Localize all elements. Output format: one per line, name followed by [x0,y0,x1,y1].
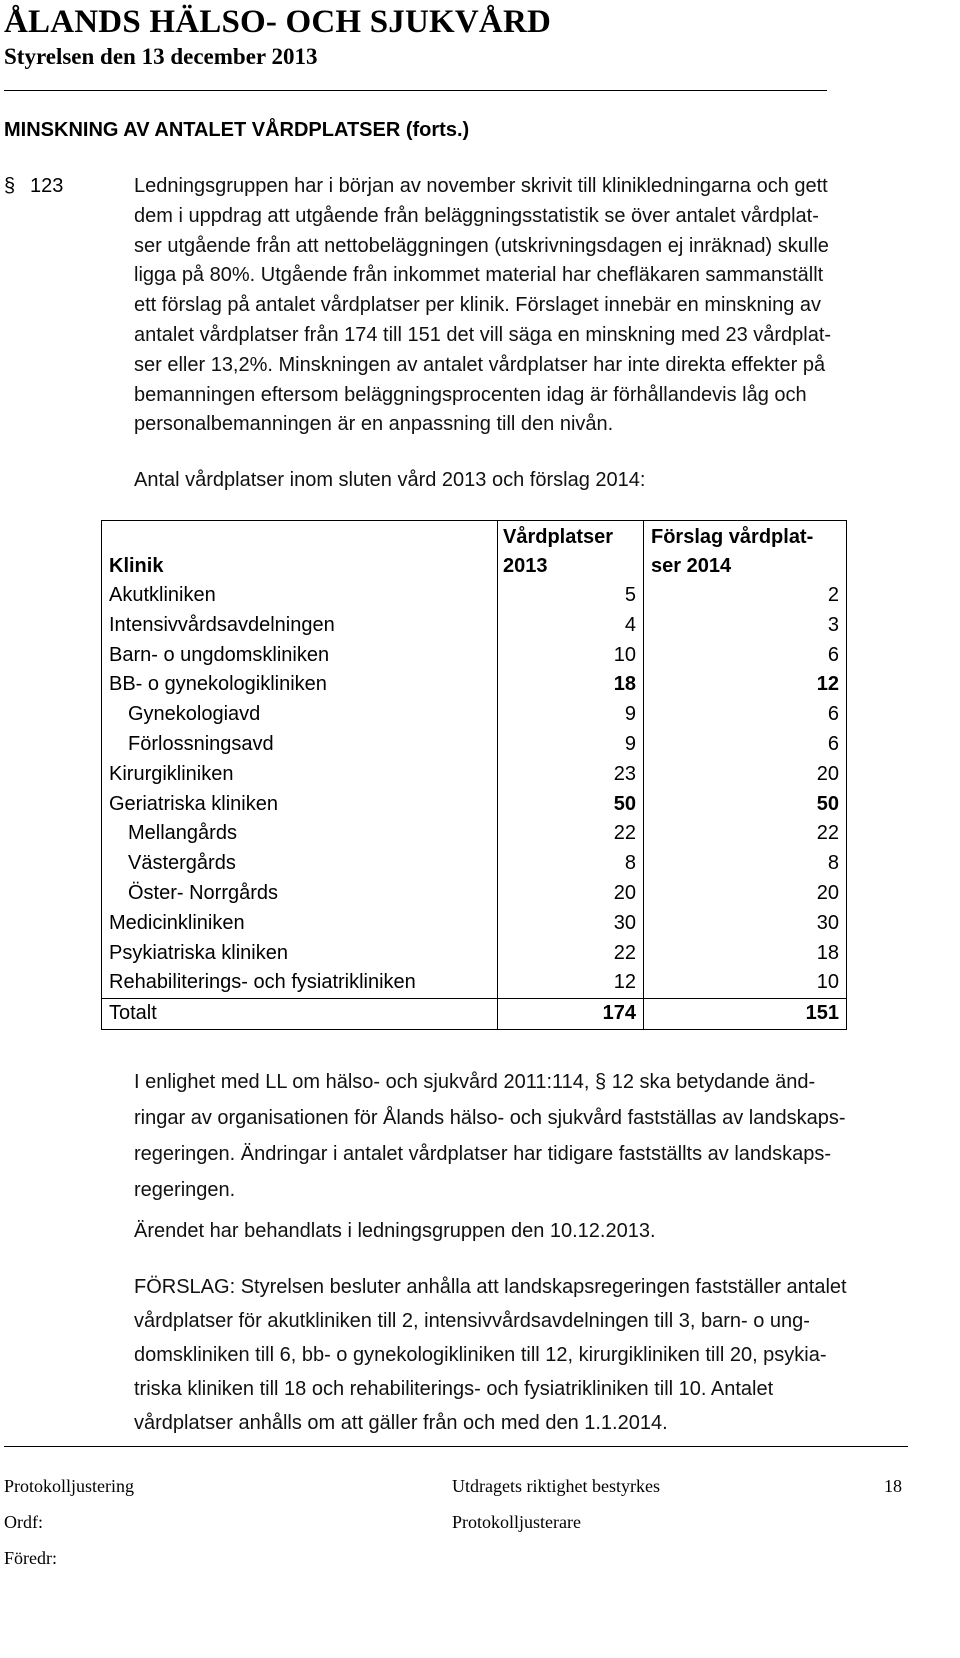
table-row [102,760,847,790]
beds-2014: 30 [644,909,847,939]
beds-2014: 8 [644,849,847,879]
clinic-name: Geriatriska kliniken [102,790,498,820]
header-2014 [644,521,847,582]
clinic-name: Medicinkliniken [102,909,498,939]
meeting-date: Styrelsen den 13 december 2013 [4,44,318,69]
paragraph-line: vårdplatser för akutkliniken till 2, intensivvårdsavdelningen till 3, barn- o ung- [134,1310,810,1332]
footer-ordf: Ordf: [4,1512,43,1532]
clinic-name: Psykiatriska kliniken [102,939,498,969]
beds-2014: 20 [644,760,847,790]
bed-count-table [101,520,847,1030]
header-2013 [498,521,644,582]
total-label: Totalt [102,999,498,1030]
paragraph-line: triska kliniken till 18 och rehabiliterings- och fysiatrikliniken till 10. Antalet [134,1378,774,1400]
footer-rule [4,1446,908,1447]
beds-2014: 18 [644,939,847,969]
paragraph-symbol: § [4,175,16,197]
table-row [102,909,847,939]
clinic-name: Gynekologiavd [102,700,498,730]
table-row [102,730,847,760]
beds-2013: 5 [498,581,644,611]
beds-2013: 8 [498,849,644,879]
paragraph-line: domskliniken till 6, bb- o gynekologikliniken till 12, kirurgikliniken till 20, psykia- [134,1344,827,1366]
beds-2013: 9 [498,730,644,760]
paragraph-line: vårdplatser anhålls om att gäller från och med den 1.1.2014. [134,1412,668,1434]
clinic-name: BB- o gynekologikliniken [102,670,498,700]
beds-2014: 10 [644,968,847,998]
paragraph-line: ser utgående från att nettobeläggningen (utskrivningsdagen ej inräknad) skulle [134,234,829,257]
paragraph-line: I enlighet med LL om hälso- och sjukvård 2011:114, § 12 ska betydande änd- [134,1071,816,1093]
beds-2013: 50 [498,790,644,820]
header-2013-line1: Vårdplatser [503,526,614,548]
clinic-name: Barn- o ungdomskliniken [102,641,498,671]
table-total-row [102,999,847,1030]
paragraph-line: ett förslag på antalet vårdplatser per klinik. Förslaget innebär en minskning av [134,294,822,317]
paragraph-line: dem i uppdrag att utgående från beläggningsstatistik se över antalet vårdplat- [134,204,819,227]
header-rule [4,90,827,91]
beds-2014: 12 [644,670,847,700]
table-row [102,641,847,671]
beds-2013: 30 [498,909,644,939]
organization-title: ÅLANDS HÄLSO- OCH SJUKVÅRD [4,4,552,40]
table-header-row [102,521,847,582]
total-2014: 151 [644,999,847,1030]
footer-justerare: Protokolljusterare [452,1512,581,1532]
beds-2014: 6 [644,700,847,730]
header-2014-line2: ser 2014 [651,555,732,577]
header-2014-line1: Förslag vårdplat- [651,526,814,548]
clinic-name: Förlossningsavd [102,730,498,760]
paragraph-line: regeringen. [134,1179,236,1201]
beds-2014: 20 [644,879,847,909]
paragraph-line: personalbemanningen är en anpassning till den nivån. [134,413,614,436]
clinic-name: Intensivvårdsavdelningen [102,611,498,641]
header-klinik: Klinik [102,521,498,582]
paragraph-line: FÖRSLAG: Styrelsen besluter anhålla att landskapsregeringen fastställer antalet [134,1276,847,1298]
beds-2013: 4 [498,611,644,641]
clinic-name: Mellangårds [102,819,498,849]
clinic-name: Rehabiliterings- och fysiatrikliniken [102,968,498,998]
table-row [102,939,847,969]
beds-2013: 23 [498,760,644,790]
footer-protokolljustering: Protokolljustering [4,1476,134,1496]
footer-certified: Utdragets riktighet bestyrkes [452,1476,660,1496]
beds-2013: 10 [498,641,644,671]
table-row [102,819,847,849]
table-body [102,581,847,999]
table-row [102,879,847,909]
table-row [102,670,847,700]
beds-2014: 6 [644,641,847,671]
paragraph-line: antalet vårdplatser från 174 till 151 det vill säga en minskning med 23 vårdplat- [134,323,832,346]
page-number: 18 [884,1476,902,1496]
beds-2013: 9 [498,700,644,730]
beds-2013: 22 [498,939,644,969]
paragraph-line: ringar av organisationen för Ålands hälso- och sjukvård fastställas av landskaps- [134,1107,846,1129]
beds-2013: 12 [498,968,644,998]
paragraph-line: Ledningsgruppen har i början av november skrivit till klinikledningarna och gett [134,175,828,197]
beds-2014: 3 [644,611,847,641]
proposal-paragraph [134,1270,906,1440]
beds-2013: 20 [498,879,644,909]
beds-2013: 22 [498,819,644,849]
beds-2013: 18 [498,670,644,700]
footer-foredr: Föredr: [4,1548,57,1568]
beds-2014: 22 [644,819,847,849]
table-row [102,968,847,998]
header-2013-line2: 2013 [503,555,548,577]
item-paragraph [134,172,906,440]
paragraph-line: ligga på 80%. Utgående från inkommet material har chefläkaren sammanställt [134,264,824,287]
table-row [102,581,847,611]
clinic-name: Akutkliniken [102,581,498,611]
table-row [102,849,847,879]
paragraph-line: bemanningen eftersom beläggningsprocenten idag är förhållandevis låg och [134,383,807,406]
table-caption: Antal vårdplatser inom sluten vård 2013 och förslag 2014: [134,469,646,491]
table-row [102,611,847,641]
item-number: 123 [30,175,64,197]
beds-2014: 50 [644,790,847,820]
law-paragraph [134,1064,906,1208]
beds-2014: 6 [644,730,847,760]
beds-2014: 2 [644,581,847,611]
clinic-name: Öster- Norrgårds [102,879,498,909]
clinic-name: Västergårds [102,849,498,879]
table-row [102,700,847,730]
section-title: MINSKNING AV ANTALET VÅRDPLATSER (forts.) [4,119,470,141]
paragraph-line: regeringen. Ändringar i antalet vårdplatser har tidigare fastställts av landskaps- [134,1143,832,1165]
paragraph-line: ser eller 13,2%. Minskningen av antalet vårdplatser har inte direkta effekter på [134,353,826,376]
total-2013: 174 [498,999,644,1030]
table-row [102,790,847,820]
clinic-name: Kirurgikliniken [102,760,498,790]
handled-paragraph: Ärendet har behandlats i ledningsgruppen den 10.12.2013. [134,1220,656,1242]
